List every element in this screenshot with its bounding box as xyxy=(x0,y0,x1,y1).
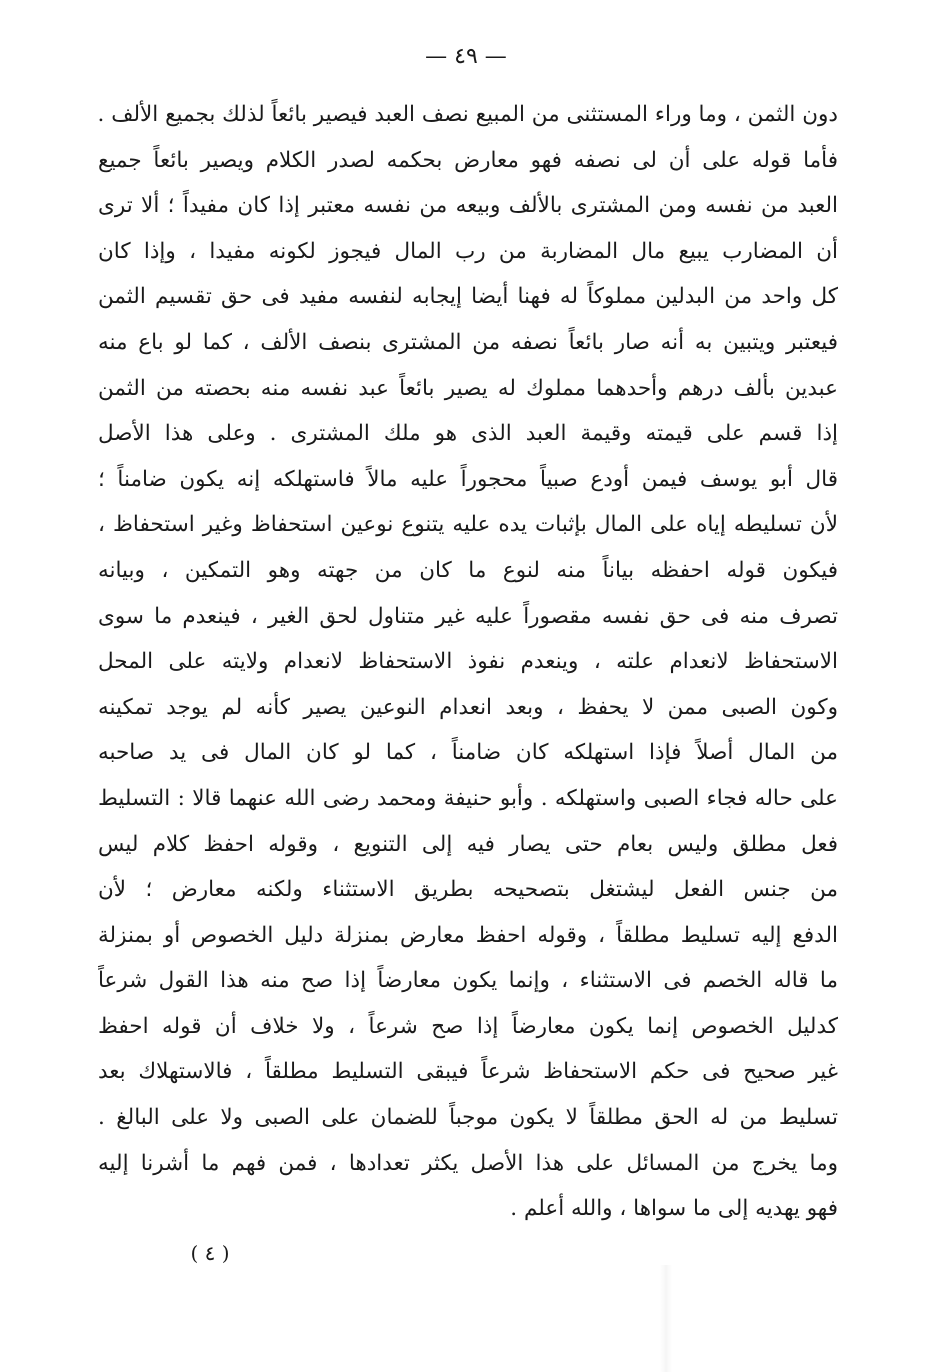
body-text xyxy=(98,92,838,1232)
text-line: تصرف منه فى حق نفسه مقصوراً عليه غير متناول لحق الغير ، فينعدم ما سوى xyxy=(98,603,838,629)
text-line: غير صحيح فى حكم الاستحفاظ شرعاً فيبقى التسليط مطلقاً ، فالاستهلاك بعد xyxy=(98,1059,838,1085)
binding-shadow xyxy=(660,1265,672,1372)
text-line: وكون الصبى ممن لا يحفظ ، وبعد انعدام النوعين يصير كأنه لم يوجد تمكينه xyxy=(98,694,838,720)
text-line: فأما قوله على أن لى نصفه فهو معارض بحكمه لصدر الكلام ويصير بائعاً جميع xyxy=(98,147,838,173)
text-line: ما قاله الخصم فى الاستثناء ، وإنما يكون معارضاً إذا صح منه هذا القول شرعاً xyxy=(98,968,838,994)
text-line: وما يخرج من المسائل على هذا الأصل يكثر تعدادها ، فمن فهم ما أشرنا إليه xyxy=(98,1150,838,1176)
text-line: من جنس الفعل ليشتغل بتصحيحه بطريق الاستثناء ولكنه معارض ؛ لأن xyxy=(98,877,838,903)
text-line: إذا قسم على قيمته وقيمة العبد الذى هو ملك المشترى . وعلى هذا الأصل xyxy=(98,421,838,447)
text-line: دون الثمن ، وما وراء المستثنى من المبيع نصف العبد فيصير بائعاً لذلك بجميع الألف . xyxy=(98,102,838,127)
text-line: الدفع إليه تسليط مطلقاً ، وقوله احفظ معارض بمنزلة دليل الخصوص أو بمنزلة xyxy=(98,922,838,948)
text-line: كدليل الخصوص إنما يكون معارضاً إذا صح شرعاً ، ولا خلاف أن قوله احفظ xyxy=(98,1013,838,1039)
text-line: عبدين بألف درهم وأحدهما مملوك له يصير بائعاً عبد نفسه منه بحصته من الثمن xyxy=(98,375,838,401)
text-line: فعل مطلق وليس بعام حتى يصار فيه إلى التنويع ، وقوله احفظ كلام ليس xyxy=(98,831,838,857)
text-line: تسليط من له الحق مطلقاً لا يكون موجباً للضمان على الصبى ولا على البالغ . xyxy=(98,1105,838,1131)
text-line: الاستحفاظ لانعدام علته ، وينعدم نفوذ الاستحفاظ لانعدام ولايته على المحل xyxy=(98,649,838,675)
text-line: فيكون قوله احفظه بياناً منه لنوع ما كان من جهته وهو التمكين ، وبيانه xyxy=(98,557,838,583)
text-line: من المال أصلاً فإذا استهلكه كان ضامناً ، كما لو كان المال فى يد صاحبه xyxy=(98,740,838,766)
text-line: على حاله فجاء الصبى واستهلكه . وأبو حنيفة ومحمد رضى الله عنهما قالا : التسليط xyxy=(98,785,838,811)
text-line: فهو يهديه إلى ما سواها ، والله أعلم . xyxy=(510,1196,838,1222)
text-line: العبد من نفسه ومن المشترى بالألف وبيعه من نفسه معتبر إذا كان مفيداً ؛ ألا ترى xyxy=(98,193,838,219)
text-line: لأن تسليطه إياه على المال بإثبات يده عليه يتنوع نوعين استحفاظ وغير استحفاظ ، xyxy=(98,512,838,538)
text-line: كل واحد من البدلين مملوكاً له فهنا أيضا إيجابه لنفسه مفيد فى حق تقسيم الثمن xyxy=(98,284,838,310)
text-line: أن المضارب يبيع مال المضاربة من رب المال فيجوز لكونه مفيدا ، وإذا كان xyxy=(98,238,838,264)
text-line: فيعتبر ويتبين به أنه صار بائعاً نصفه من المشترى بنصف الألف ، كما لو باع منه xyxy=(98,329,838,355)
signature-mark: ( ٤ ) xyxy=(190,1241,230,1265)
page-number: — ٤٩ — xyxy=(425,44,507,69)
text-line: قال أبو يوسف فيمن أودع صبياً محجوراً عليه مالاً فاستهلكه إنه يكون ضامناً ؛ xyxy=(98,466,838,492)
